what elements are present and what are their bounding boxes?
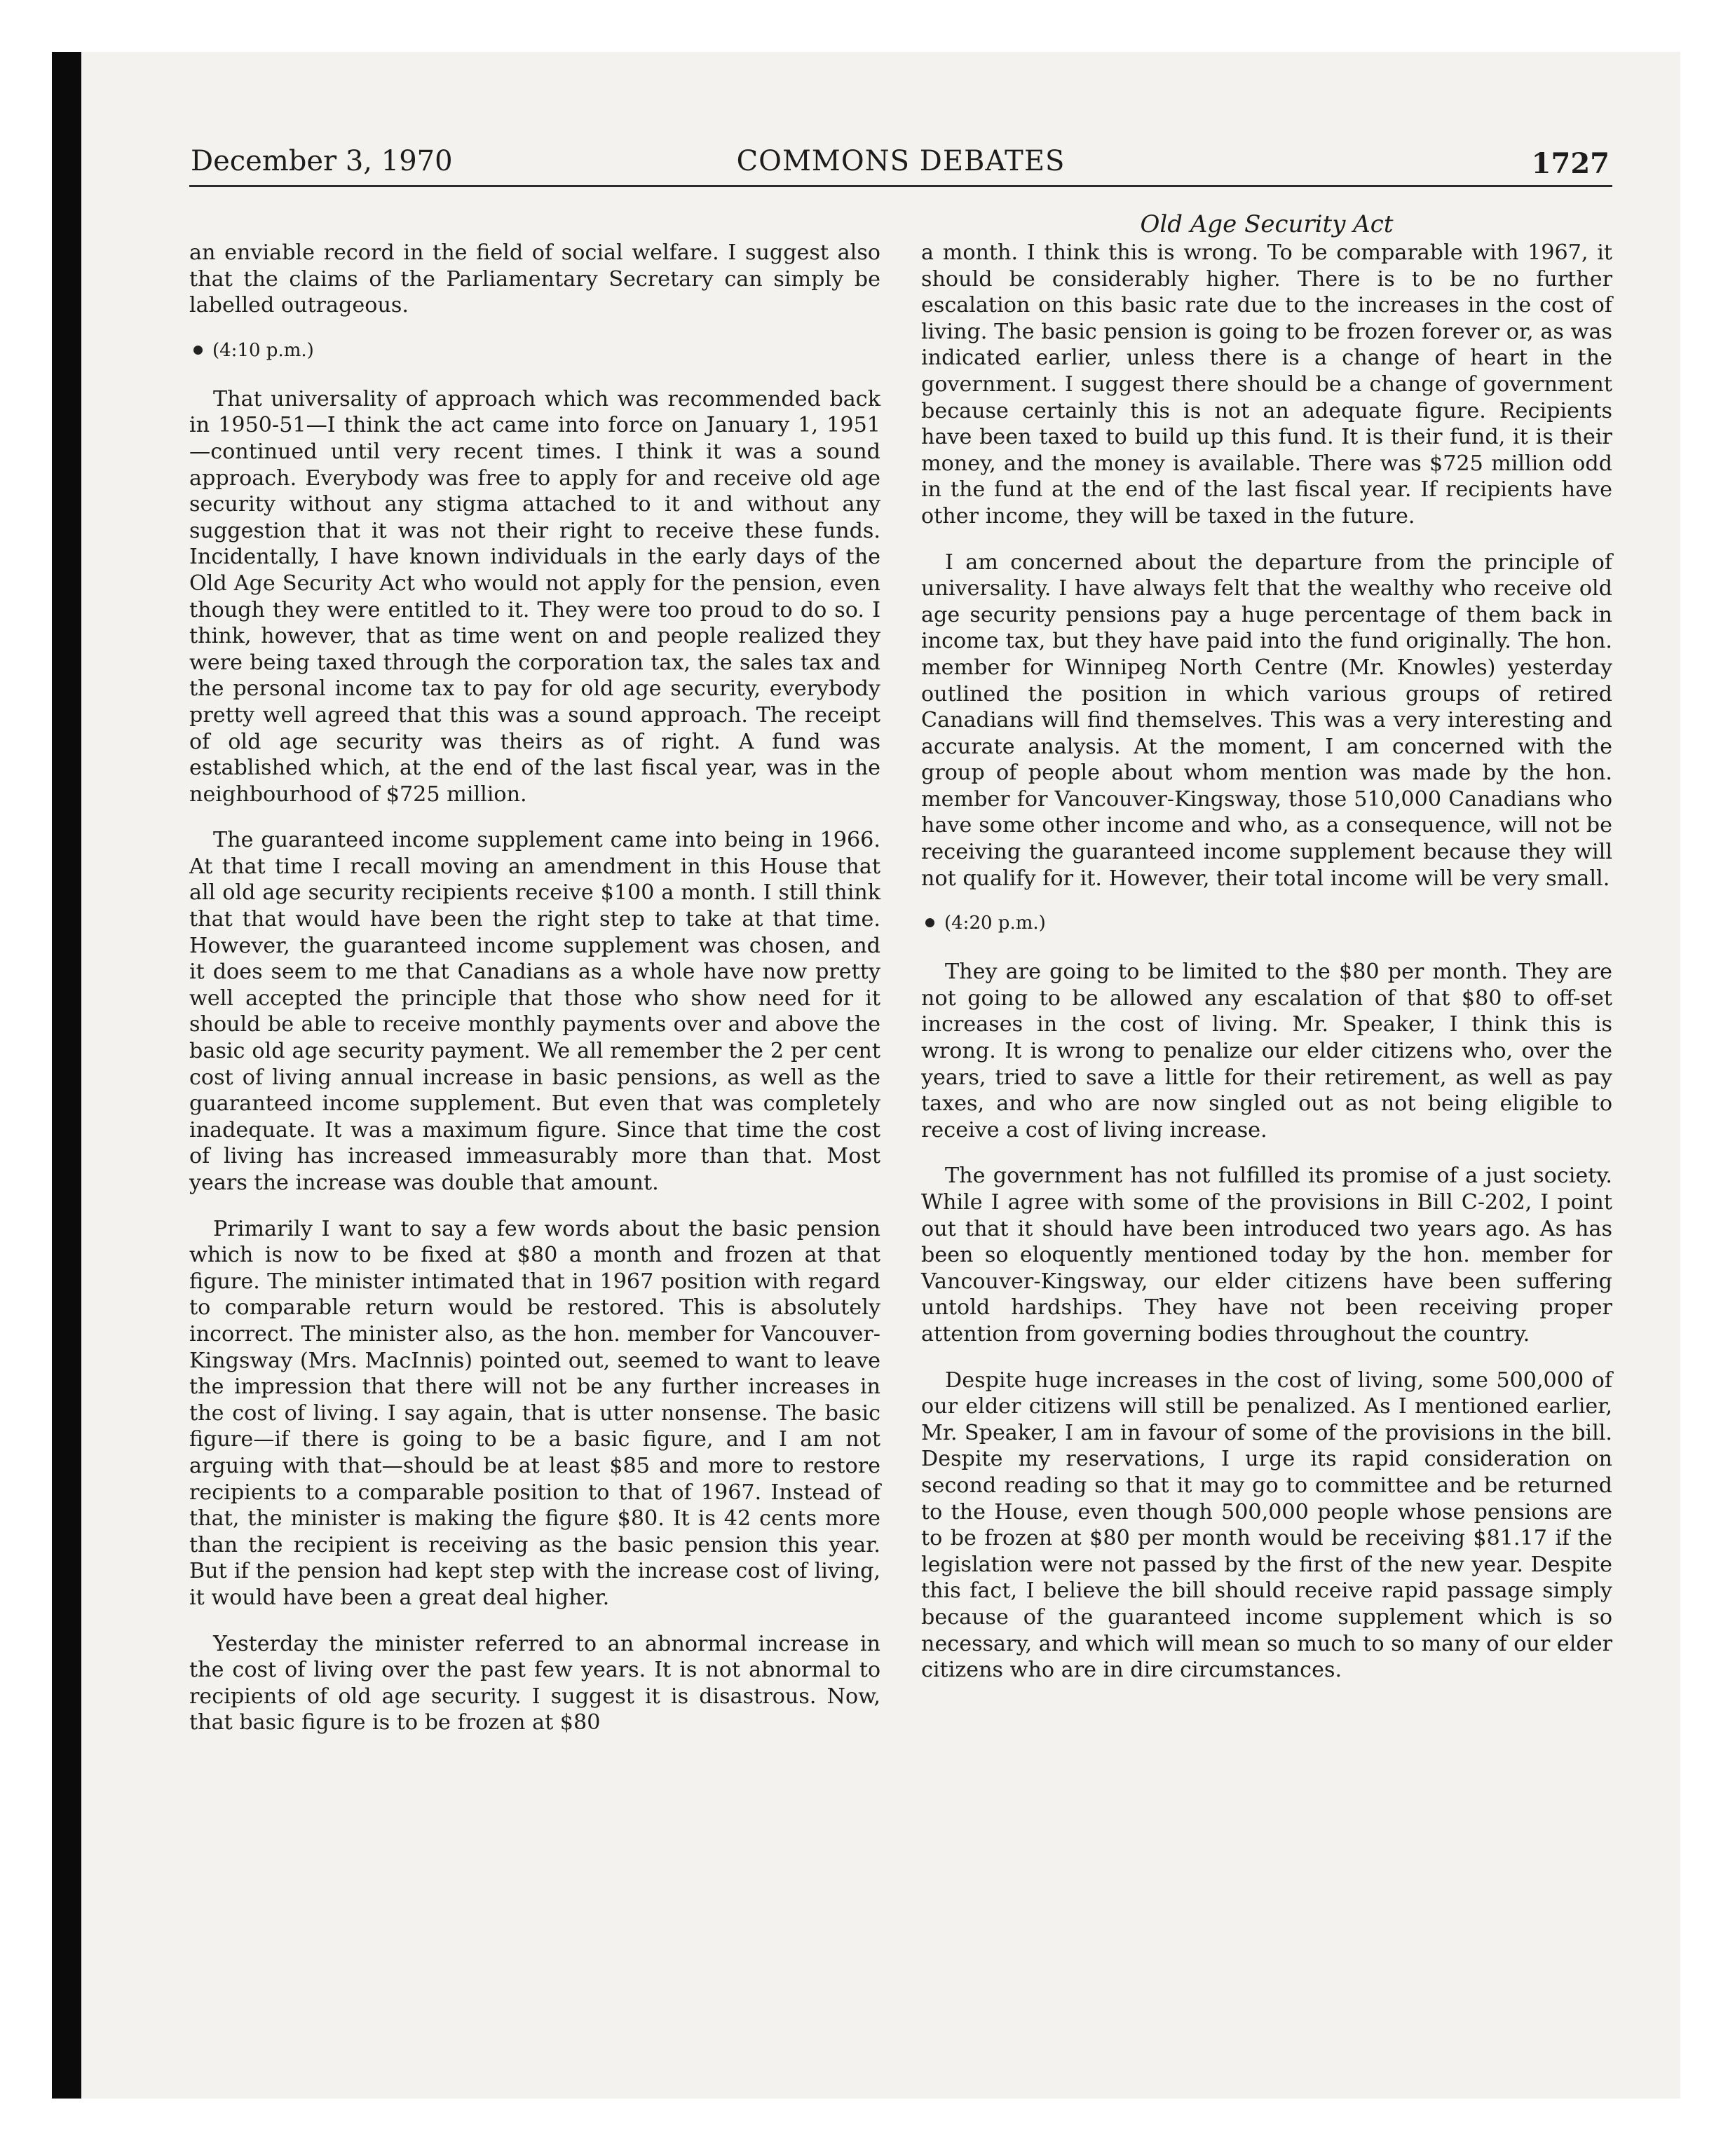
left-paragraph-5: Yesterday the minister referred to an abnormal increase in the cost of living over the past few years. It is not abnormal to recipients of old age security. I suggest it is disastrous. Now, that basic figure is to be frozen at $80 — [189, 1631, 880, 1735]
left-column — [189, 240, 880, 1756]
time-stamp-2 — [921, 911, 1612, 935]
right-column — [921, 210, 1612, 1703]
time-stamp-2-text: (4:20 p.m.) — [944, 913, 1046, 934]
header-date: December 3, 1970 — [191, 145, 453, 177]
right-paragraph-1: a month. I think this is wrong. To be comparable with 1967, it should be considerably higher. There is to be no further escalation on this basic rate due to the increases in the cost of living. The basic pension is going to be frozen forever or, as was indicated earlier, unless there is a change of heart in the government. I suggest there should be a change of government because certainly this is not an adequate figure. Recipients have been taxed to build up this fund. It is their fund, it is their money, and the money is available. There was $725 million odd in the fund at the end of the last fiscal year. If recipients have other income, they will be taxed in the future. — [921, 240, 1612, 528]
time-stamp-1 — [189, 339, 880, 362]
left-paragraph-1: an enviable record in the field of social welfare. I suggest also that the claims of the Parliamentary Secretary can simply be labelled outrageous. — [189, 240, 880, 318]
left-paragraph-3: The guaranteed income supplement came into being in 1966. At that time I recall moving an amendment in this House that all old age security recipients receive $100 a month. I still think that that would have been the right step to take at that time. However, the guaranteed income supplement was chosen, and it does seem to me that Canadians as a whole have now pretty well accepted the principle that those who show need for it should be able to receive monthly payments over and above the basic old age security payment. We all remember the 2 per cent cost of living annual increase in basic pensions, as well as the guaranteed income supplement. But even that was completely inadequate. It was a maximum figure. Since that time the cost of living has increased immeasurably more than that. Most years the increase was double that amount. — [189, 828, 880, 1195]
left-paragraph-4: Primarily I want to say a few words about the basic pension which is now to be fixed at $80 a month and frozen at that figure. The minister intimated that in 1967 position with regard to comparable return would be restored. This is absolutely incorrect. The minister also, as the hon. member for Vancouver-Kingsway (Mrs. MacInnis) pointed out, seemed to want to leave the impression that there will not be any further increases in the cost of living. I say again, that is utter nonsense. The basic figure—if there is going to be a basic figure, and I am not arguing with that—should be at least $85 and more to restore recipients to a comparable position to that of 1967. Instead of that, the minister is making the figure $80. It is 42 cents more than the recipient is receiving as the basic pension this year. But if the pension had kept step with the increase cost of living, it would have been a great deal higher. — [189, 1216, 880, 1610]
header-title: COMMONS DEBATES — [736, 145, 1066, 177]
running-head: Old Age Security Act — [1140, 210, 1394, 238]
time-stamp-1-text: (4:10 p.m.) — [212, 339, 314, 361]
right-paragraph-3: They are going to be limited to the $80 per month. They are not going to be allowed any escalation of that $80 to off-set increases in the cost of living. Mr. Speaker, I think this is wrong. It is wrong to penalize our elder citizens who, over the years, tried to save a little for their retirement, as well as pay taxes, and who are now singled out as not being eligible to receive a cost of living increase. — [921, 960, 1612, 1142]
page-content — [189, 140, 1612, 2075]
page-header — [189, 140, 1612, 187]
bullet-icon — [193, 346, 203, 355]
bullet-icon — [925, 918, 934, 927]
right-paragraph-5: Despite huge increases in the cost of living, some 500,000 of our elder citizens will still be penalized. As I mentioned earlier, Mr. Speaker, I am in favour of some of the provisions in the bill. Despite my reservations, I urge its rapid consideration on second reading so that it may go to committee and be returned to the House, even though 500,000 people whose pensions are to be frozen at $80 per month would be receiving $81.17 if the legislation were not passed by the first of the new year. Despite this fact, I believe the bill should receive rapid passage simply because of the guaranteed income supplement which is so necessary, and which will mean so much to so many of our elder citizens who are in dire circumstances. — [921, 1367, 1612, 1683]
right-paragraph-2: I am concerned about the departure from the principle of universality. I have always felt that the wealthy who receive old age security pensions pay a huge percentage of them back in income tax, but they have paid into the fund originally. The hon. member for Winnipeg North Centre (Mr. Knowles) yesterday outlined the position in which various groups of retired Canadians will find themselves. This was a very interesting and accurate analysis. At the moment, I am concerned with the group of people about whom mention was made by the hon. member for Vancouver-Kingsway, those 510,000 Canadians who have some other income and who, as a consequence, will not be receiving the guaranteed income supplement because they will not qualify for it. However, their total income will be very small. — [921, 550, 1612, 891]
binding-edge-shadow — [52, 52, 81, 2099]
right-paragraph-4: The government has not fulfilled its promise of a just society. While I agree with some of the provisions in Bill C-202, I point out that it should have been introduced two years ago. As has been so eloquently mentioned today by the hon. member for Vancouver-Kingsway, our elder citizens have been suffering untold hardships. They have not been receiving proper attention from governing bodies throughout the country. — [921, 1164, 1612, 1346]
page-number: 1727 — [1531, 147, 1610, 180]
left-paragraph-2: That universality of approach which was recommended back in 1950-51—I think the act came into force on January 1, 1951—continued until very recent times. I think it was a sound approach. Everybody was free to apply for and receive old age security without any stigma attached to it and without any suggestion that it was not their right to receive these funds. Incidentally, I have known individuals in the early days of the Old Age Security Act who would not apply for the pension, even though they were entitled to it. They were too proud to do so. I think, however, that as time went on and people realized they were being taxed through the corporation tax, the sales tax and the personal income tax to pay for old age security, everybody pretty well agreed that this was a sound approach. The receipt of old age security was theirs as of right. A fund was established which, at the end of the last fiscal year, was in the neighbourhood of $725 million. — [189, 386, 880, 807]
